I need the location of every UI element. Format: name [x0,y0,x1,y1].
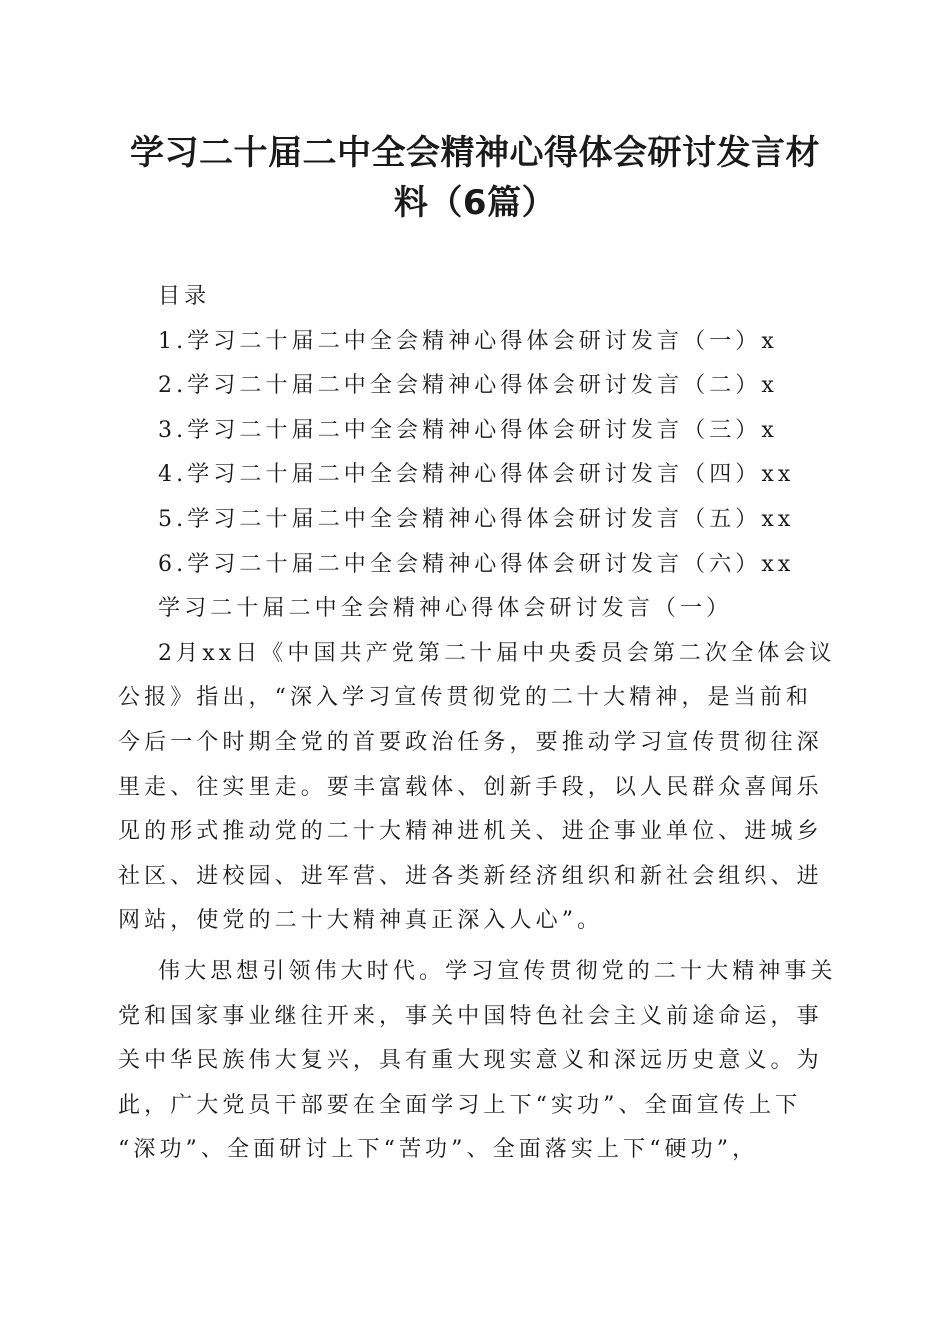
toc-item[interactable]: 2.学习二十届二中全会精神心得体会研讨发言（二）x [158,373,778,399]
paragraph-line: 今后一个时期全党的首要政治任务，要推动学习宣传贯彻往深 [118,729,823,755]
paragraph-line: 里走、往实里走。要丰富载体、创新手段，以人民群众喜闻乐 [118,774,823,800]
toc-item[interactable]: 5.学习二十届二中全会精神心得体会研讨发言（五）xx [158,506,795,532]
document-title [110,128,840,228]
section-heading: 学习二十届二中全会精神心得体会研讨发言（一） [158,596,733,622]
paragraph-line: 伟大思想引领伟大时代。学习宣传贯彻党的二十大精神事关 [158,958,837,984]
paragraph-line: 关中华民族伟大复兴，具有重大现实意义和深远历史意义。为 [118,1048,823,1074]
paragraph-line: 党和国家事业继往开来，事关中国特色社会主义前途命运，事 [118,1003,823,1029]
paragraph-line: 网站，使党的二十大精神真正深入人心”。 [118,908,604,934]
paragraph-line: 社区、进校园、进军营、进各类新经济组织和新社会组织、进 [118,863,823,889]
paragraph-line: 公报》指出，“深入学习宣传贯彻党的二十大精神，是当前和 [118,685,812,711]
toc-item[interactable]: 4.学习二十届二中全会精神心得体会研讨发言（四）xx [158,462,795,488]
paragraph-line: “深功”、全面研讨上下“苦功”、全面落实上下“硬功”， [118,1137,759,1163]
paragraph-line: 此，广大党员干部要在全面学习上下“实功”、全面宣传上下 [118,1092,802,1118]
toc-item[interactable]: 3.学习二十届二中全会精神心得体会研讨发言（三）x [158,417,778,443]
paragraph-line: 2月xx日《中国共产党第二十届中央委员会第二次全体会议 [158,640,836,666]
document-body [118,275,837,1173]
paragraph-line: 见的形式推动党的二十大精神进机关、进企事业单位、进城乡 [118,819,823,845]
toc-item[interactable]: 1.学习二十届二中全会精神心得体会研讨发言（一）x [158,328,778,354]
title-line: 料（6篇） [393,183,557,223]
toc-item[interactable]: 6.学习二十届二中全会精神心得体会研讨发言（六）xx [158,551,795,577]
title-line: 学习二十届二中全会精神心得体会研讨发言材 [130,133,820,173]
toc-heading: 目录 [158,284,211,309]
